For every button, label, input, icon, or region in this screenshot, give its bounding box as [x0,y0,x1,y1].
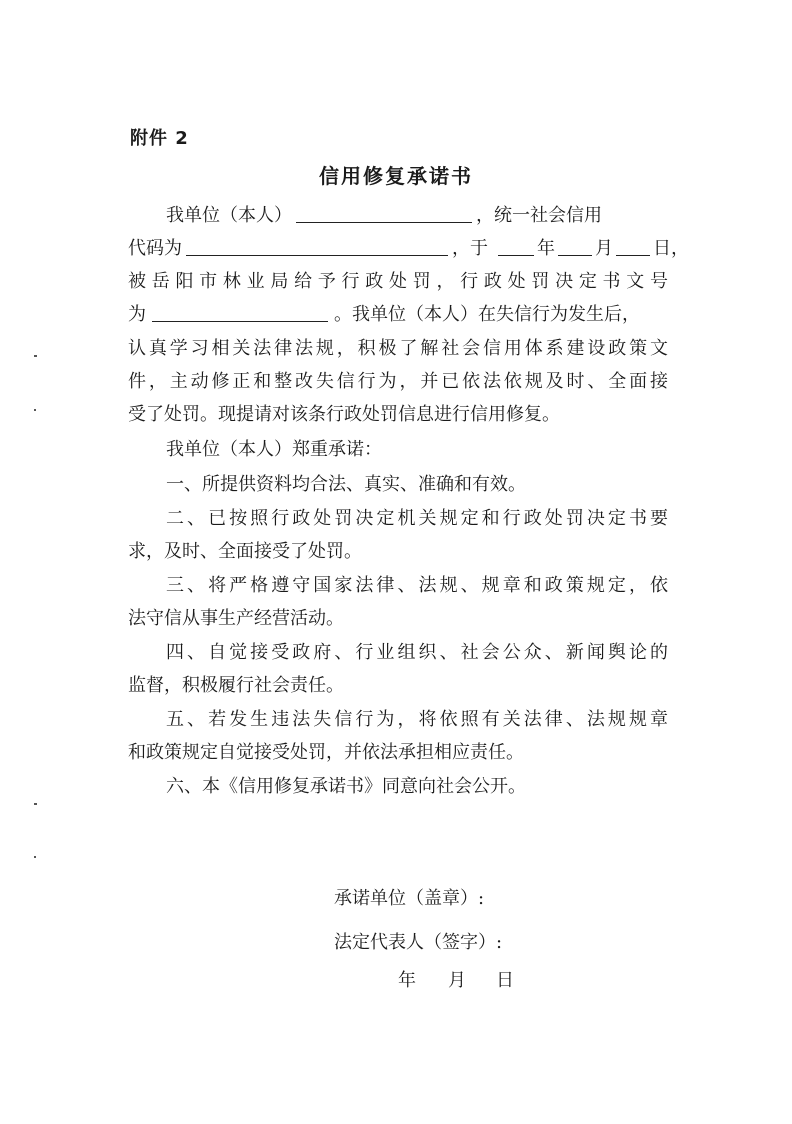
promise-item-4-line-2: 监督，积极履行社会责任。 [128,675,344,696]
intro-line-3: 被岳阳市林业局给予行政处罚，行政处罚决定书文号 [128,271,668,292]
intro-line-5: 认真学习相关法律法规，积极了解社会信用体系建设政策文 [128,338,668,359]
legal-representative-label: 法定代表人（签字）: [334,932,503,953]
credit-code-blank [186,237,448,256]
promise-intro: 我单位（本人）郑重承诺： [166,439,382,460]
year-label: 年 [537,238,555,259]
intro-text: 代码为 [128,238,182,259]
attachment-label: 附件 2 [130,128,189,149]
signature-month-label: 月 [448,970,466,991]
promise-item-5-line-2: 和政策规定自觉接受处罚，并依法承担相应责任。 [128,742,524,763]
decision-number-blank [152,303,328,322]
intro-line-7: 受了处罚。现提请对该条行政处罚信息进行信用修复。 [128,404,560,425]
year-blank [498,237,534,256]
scan-speck [34,803,37,805]
promise-item-4-line-1: 四、自觉接受政府、行业组织、社会公众、新闻舆论的 [166,642,668,663]
intro-line-4 [128,303,668,327]
unit-name-blank [296,204,472,223]
promise-item-3-line-1: 三、将严格遵守国家法律、法规、规章和政策规定，依 [166,575,668,596]
intro-text: 为 [128,304,146,325]
month-label: 月 [595,238,613,259]
intro-text: 我单位（本人） [166,205,292,226]
intro-line-6: 件，主动修正和整改失信行为，并已依法依规及时、全面接 [128,371,668,392]
intro-line-1 [166,204,668,228]
scan-speck [34,355,37,357]
promise-item-2-line-1: 二、已按照行政处罚决定机关规定和行政处罚决定书要 [166,508,668,529]
document-title: 信用修复承诺书 [319,164,473,188]
promise-item-3-line-2: 法守信从事生产经营活动。 [128,608,344,629]
promise-item-6: 六、本《信用修复承诺书》同意向社会公开。 [166,776,526,797]
signing-unit-label: 承诺单位（盖章）: [334,888,485,909]
intro-text: ，于 [452,238,488,259]
promise-item-5-line-1: 五、若发生违法失信行为，将依照有关法律、法规规章 [166,709,668,730]
day-label: 日， [653,238,689,259]
intro-line-2 [128,237,689,261]
scan-speck [34,856,36,858]
scan-speck [34,409,36,411]
day-blank [616,237,650,256]
signature-day-label: 日 [496,970,514,991]
promise-item-2-line-2: 求，及时、全面接受了处罚。 [128,541,362,562]
month-blank [558,237,592,256]
intro-text: ，统一社会信用 [476,205,602,226]
signature-year-label: 年 [398,970,416,991]
intro-text: 。我单位（本人）在失信行为发生后， [334,304,640,325]
promise-item-1: 一、所提供资料均合法、真实、准确和有效。 [166,474,526,495]
